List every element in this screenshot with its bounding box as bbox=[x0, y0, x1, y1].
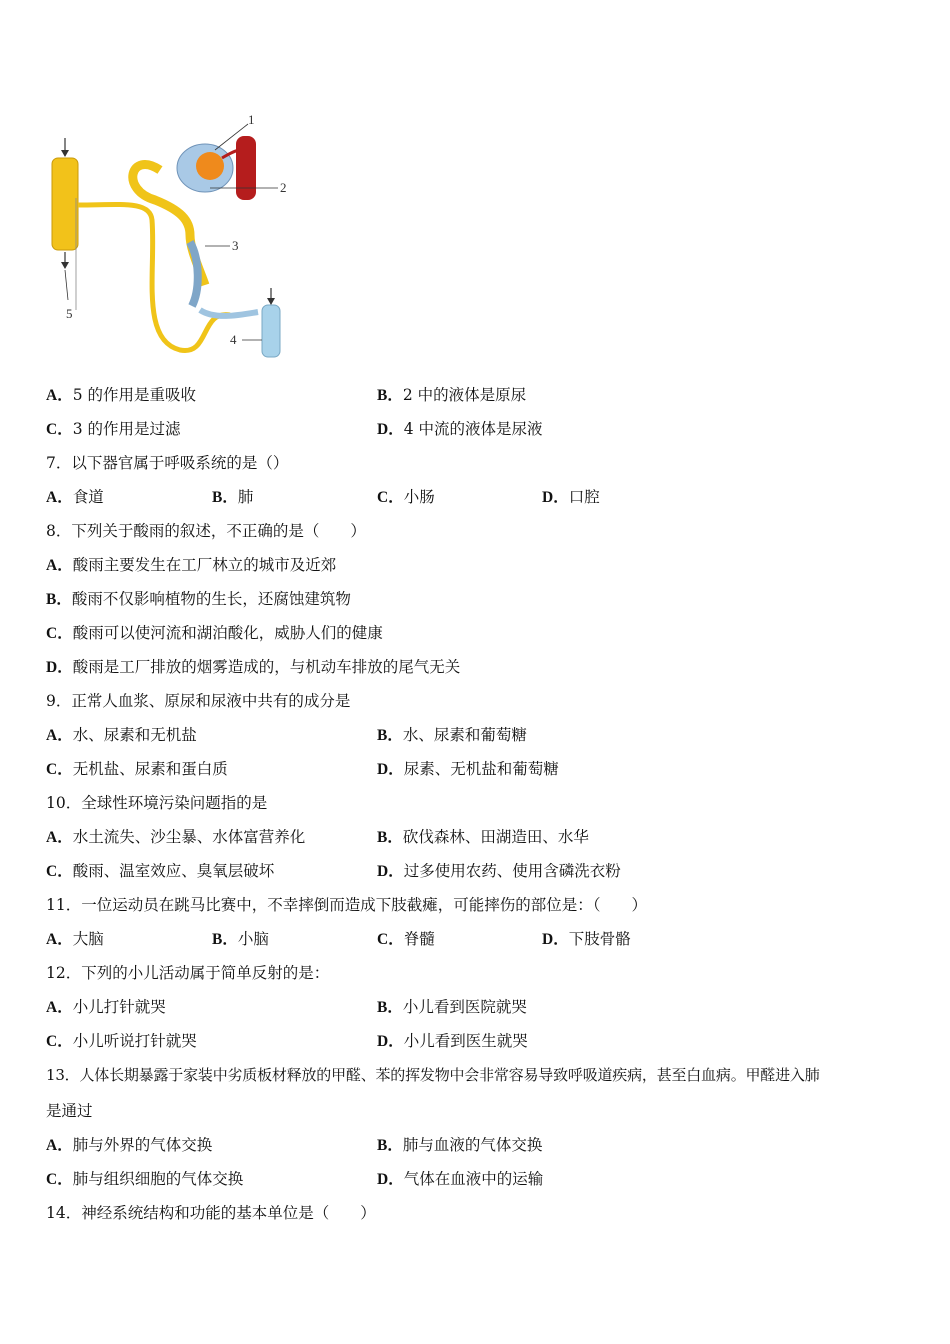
q13-stem-line-2: 是通过 bbox=[46, 1102, 93, 1120]
q13-option-a[interactable]: A．肺与外界的气体交换 bbox=[46, 1136, 213, 1154]
q10-stem: 10．全球性环境污染问题指的是 bbox=[46, 794, 268, 812]
q10-option-b[interactable]: B．砍伐森林、田湖造田、水华 bbox=[377, 828, 589, 846]
q7-option-b[interactable]: B．肺 bbox=[212, 488, 254, 506]
q6-option-b[interactable]: B．2 中的液体是原尿 bbox=[377, 386, 527, 404]
q7-option-a[interactable]: A．食道 bbox=[46, 488, 104, 506]
nephron-figure bbox=[40, 110, 300, 365]
q13-stem-line-1: 13．人体长期暴露于家装中劣质板材释放的甲醛、苯的挥发物中会非常容易导致呼吸道疾病，甚至白血病。甲醛进入肺 bbox=[46, 1066, 820, 1084]
q8-option-d[interactable]: D．酸雨是工厂排放的烟雾造成的，与机动车排放的尾气无关 bbox=[46, 658, 461, 676]
q8-option-b[interactable]: B．酸雨不仅影响植物的生长，还腐蚀建筑物 bbox=[46, 590, 351, 608]
figure-label-5: 5 bbox=[66, 306, 73, 321]
q12-stem: 12．下列的小儿活动属于简单反射的是： bbox=[46, 964, 330, 982]
q7-stem: 7．以下器官属于呼吸系统的是（） bbox=[46, 454, 289, 472]
figure-label-1: 1 bbox=[248, 112, 255, 127]
q6-option-a[interactable]: A．5 的作用是重吸收 bbox=[46, 386, 196, 404]
q12-option-b[interactable]: B．小儿看到医院就哭 bbox=[377, 998, 527, 1016]
q6-option-d[interactable]: D．4 中流的液体是尿液 bbox=[377, 420, 543, 438]
q10-option-a[interactable]: A．水土流失、沙尘暴、水体富营养化 bbox=[46, 828, 306, 846]
q11-stem: 11．一位运动员在跳马比赛中，不幸摔倒而造成下肢截瘫，可能摔伤的部位是：（ ） bbox=[46, 896, 647, 914]
q13-option-d[interactable]: D．气体在血液中的运输 bbox=[377, 1170, 544, 1188]
q14-stem: 14．神经系统结构和功能的基本单位是（ ） bbox=[46, 1204, 376, 1222]
figure-label-2: 2 bbox=[280, 180, 287, 195]
q6-option-c[interactable]: C．3 的作用是过滤 bbox=[46, 420, 181, 438]
q8-stem: 8．下列关于酸雨的叙述，不正确的是（ ） bbox=[46, 522, 366, 540]
figure-label-4: 4 bbox=[230, 332, 237, 347]
q12-option-c[interactable]: C．小儿听说打针就哭 bbox=[46, 1032, 197, 1050]
q9-option-c[interactable]: C．无机盐、尿素和蛋白质 bbox=[46, 760, 228, 778]
q9-option-b[interactable]: B．水、尿素和葡萄糖 bbox=[377, 726, 527, 744]
q8-option-a[interactable]: A．酸雨主要发生在工厂林立的城市及近郊 bbox=[46, 556, 337, 574]
q7-option-d[interactable]: D．口腔 bbox=[542, 488, 600, 506]
q11-option-b[interactable]: B．小脑 bbox=[212, 930, 269, 948]
q11-option-c[interactable]: C．脊髓 bbox=[377, 930, 435, 948]
q8-option-c[interactable]: C．酸雨可以使河流和湖泊酸化，威胁人们的健康 bbox=[46, 624, 383, 642]
q7-option-c[interactable]: C．小肠 bbox=[377, 488, 435, 506]
q13-option-c[interactable]: C．肺与组织细胞的气体交换 bbox=[46, 1170, 244, 1188]
q10-option-c[interactable]: C．酸雨、温室效应、臭氧层破坏 bbox=[46, 862, 275, 880]
q10-option-d[interactable]: D．过多使用农药、使用含磷洗衣粉 bbox=[377, 862, 621, 880]
figure-label-3: 3 bbox=[232, 238, 239, 253]
nephron-diagram-icon bbox=[40, 110, 300, 365]
q12-option-d[interactable]: D．小儿看到医生就哭 bbox=[377, 1032, 528, 1050]
q9-option-a[interactable]: A．水、尿素和无机盐 bbox=[46, 726, 197, 744]
q13-option-b[interactable]: B．肺与血液的气体交换 bbox=[377, 1136, 543, 1154]
q12-option-a[interactable]: A．小儿打针就哭 bbox=[46, 998, 166, 1016]
q9-option-d[interactable]: D．尿素、无机盐和葡萄糖 bbox=[377, 760, 559, 778]
q11-option-a[interactable]: A．大脑 bbox=[46, 930, 104, 948]
q11-option-d[interactable]: D．下肢骨骼 bbox=[542, 930, 631, 948]
q9-stem: 9．正常人血浆、原尿和尿液中共有的成分是 bbox=[46, 692, 351, 710]
